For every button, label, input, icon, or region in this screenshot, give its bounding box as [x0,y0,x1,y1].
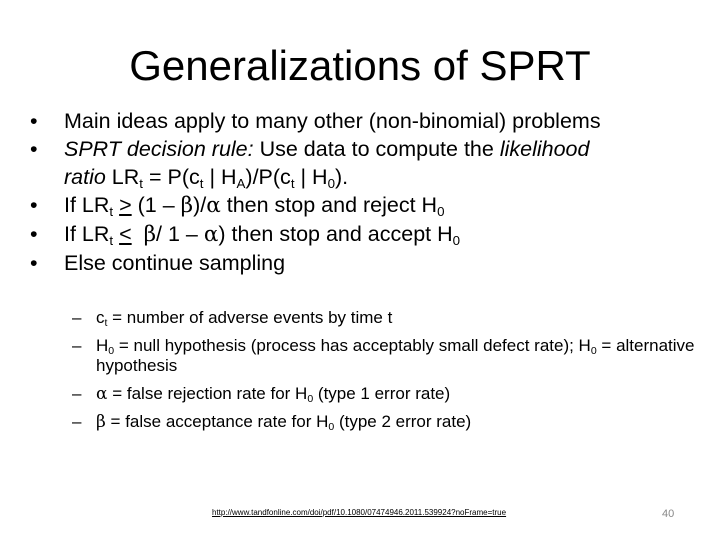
bullet-emph: ratio [64,165,106,189]
alpha-symbol: α [96,384,108,404]
inequality-sign: > [119,193,132,217]
bullet-marker: • [30,222,38,246]
bullet-text: then stop and reject H [220,193,438,217]
sub-bullet-item [72,384,712,404]
bullet-item [30,249,710,277]
dash-marker: – [72,336,82,355]
subscript: t [109,232,114,248]
bullet-emph: likelihood [499,137,590,161]
bullet-lead: SPRT decision rule: [64,137,254,161]
bullet-text: ). [335,165,349,189]
sub-text: = number of adverse events by time t [107,308,393,327]
bullet-text: )/P(c [245,165,291,189]
bullet-text: (1 – [131,193,181,217]
inequality-sign: < [119,222,132,246]
bullet-marker: • [30,109,38,133]
slide-title: Generalizations of SPRT [129,42,591,89]
bullet-item [30,191,710,220]
subscript: t [104,317,108,330]
bullet-item [30,135,710,191]
sub-text: = false rejection rate for H [107,384,308,403]
bullet-text: Else continue sampling [64,251,286,275]
subscript: 0 [452,232,461,248]
sub-text: (type 2 error rate) [334,412,472,431]
subscript: t [139,175,143,191]
subscript: 0 [328,421,335,434]
subscript: 0 [108,345,115,358]
subscript: 0 [327,175,335,191]
sub-bullet-item [72,412,712,432]
bullet-text: If LR [64,193,110,217]
bullet-marker: • [30,251,38,275]
bullet-marker: • [30,193,38,217]
dash-marker: – [72,384,82,403]
sub-text: = alternative hypothesis [96,336,695,375]
sub-text: = null hypothesis (process has acceptably small defect rate); H [114,336,591,355]
alpha-symbol: α [206,193,221,218]
beta-symbol: β [96,412,106,432]
bullet-text: If LR [64,222,110,246]
bullet-text: Use data to compute the [253,137,500,161]
bullet-list [30,107,710,277]
subscript: t [109,203,114,219]
bullet-text [132,222,144,246]
bullet-text: | H [203,165,237,189]
page-number: 40 [662,508,675,520]
bullet-text: / 1 – [156,222,204,246]
sub-text: c [96,308,105,327]
bullet-text: LR [105,165,140,189]
subscript: 0 [307,393,314,406]
subscript: t [199,175,204,191]
dash-marker: – [72,412,82,431]
sub-text: = false acceptance rate for H [105,412,329,431]
bullet-item [30,107,710,135]
dash-marker: – [72,308,82,327]
subscript: t [290,175,295,191]
bullet-marker: • [30,137,38,161]
sub-bullet-list [72,308,712,440]
bullet-item [30,220,710,249]
source-link[interactable]: http://www.tandfonline.com/doi/pdf/10.1080/07474946.2011.539924?noFrame=true [212,508,507,517]
bullet-text: ) then stop and accept H [218,222,453,246]
bullet-text: )/ [193,193,207,217]
bullet-text: Main ideas apply to many other (non-binomial) problems [64,109,601,133]
subscript: 0 [437,203,445,219]
sub-bullet-item [72,336,712,376]
beta-symbol: β [180,193,194,218]
bullet-text: | H [294,165,328,189]
beta-symbol: β [143,222,157,247]
sub-bullet-item [72,308,712,328]
subscript: 0 [590,345,597,358]
subscript: A [236,175,246,191]
sub-text: (type 1 error rate) [313,384,451,403]
sub-text: H [96,336,109,355]
bullet-text: = P(c [143,165,200,189]
alpha-symbol: α [203,222,219,247]
